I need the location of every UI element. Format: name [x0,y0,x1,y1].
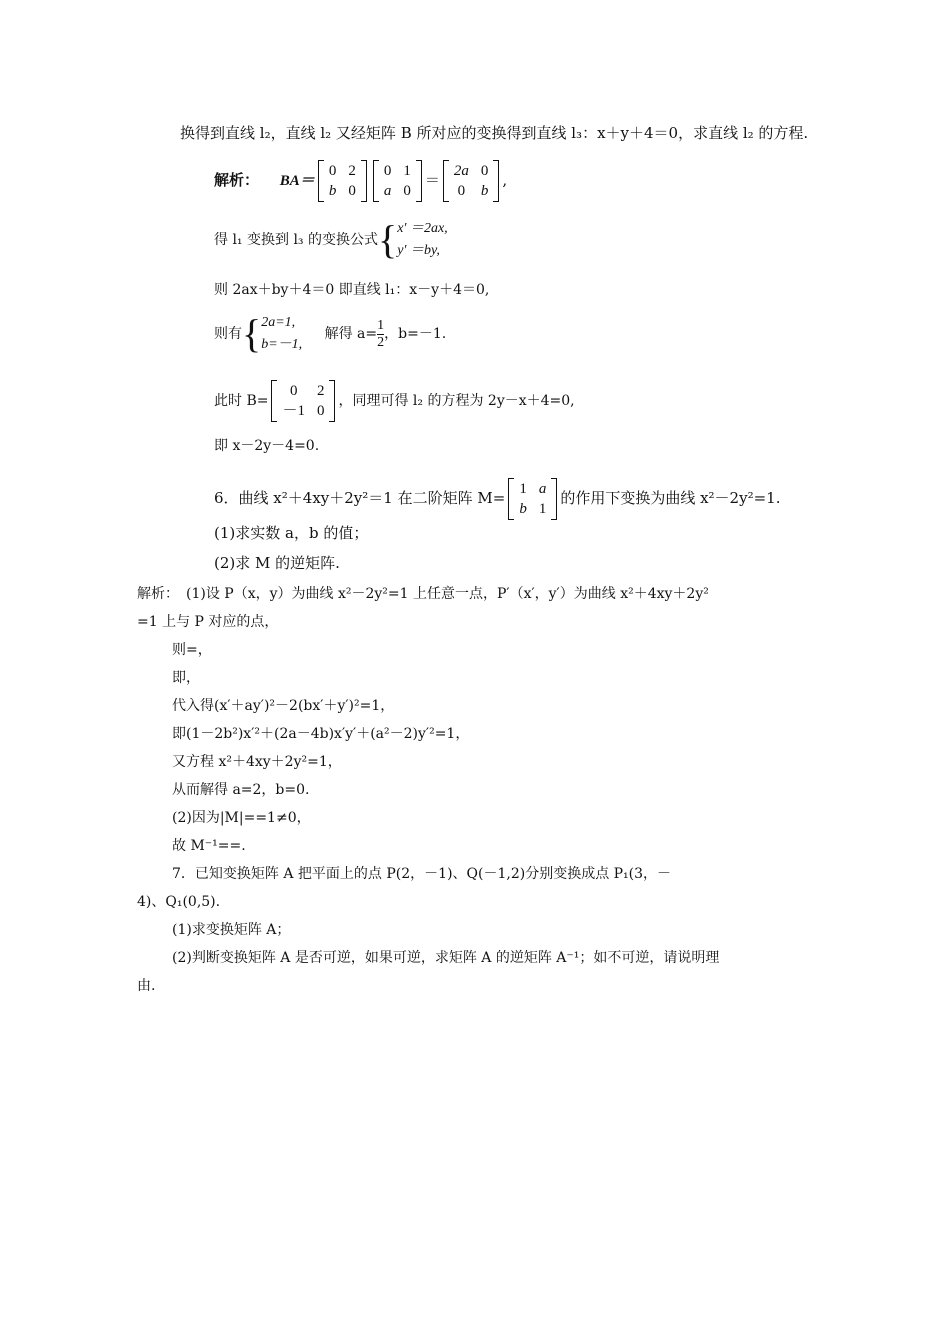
ba-lhs: BA＝ [279,173,315,189]
system-row: y′ ＝by, [397,243,440,258]
matrix-b-result [271,380,335,422]
problem7-q2: (2)判断变换矩阵 A 是否可逆，如果可逆，求矩阵 A 的逆矩阵 A⁻¹；如不可逆，请说明理 [172,950,720,966]
solution6-line9: (2)因为|M|==1≠0， [172,810,311,826]
problem7-line1: 7．已知变换矩阵 A 把平面上的点 P(2，－1)、Q(－1,2)分别变换成点 P₁(3，－ [172,866,672,882]
problem6-prefix: 6．曲线 x²＋4xy＋2y²＝1 在二阶矩阵 M= [214,489,506,507]
problem7-line2: 4)、Q₁(0,5). [137,894,221,910]
matrix-cell: 0 [383,163,392,179]
solution6-line2: =1 上与 P 对应的点， [137,614,279,630]
system-row: 2a=1, [261,315,296,330]
matrix-cell: 1 [538,501,547,517]
brace-system: { x′ ＝2ax, y′ ＝by, [377,217,448,262]
solution-label: 解析： [214,171,260,189]
solution6-line5: 代入得(x′＋ay′)²－2(bx′＋y′)²=1， [172,698,395,714]
system-row: b=－1, [261,337,303,352]
problem6-q2: (2)求 M 的逆矩阵. [214,554,340,572]
brace-system: { 2a=1, b=－1, [242,311,303,356]
answer-l2: 即 x－2y－4=0. [214,438,320,454]
matrix-cell: 2 [316,383,325,399]
problem6-q1: (1)求实数 a，b 的值； [214,524,369,542]
problem6-line [214,478,780,520]
solution6-line4: 即， [172,670,200,686]
problem5-tail: 换得到直线 l₂，直线 l₂ 又经矩阵 B 所对应的变换得到直线 l₃：x＋y＋4＝0，求直线 l₂ 的方程. [180,124,809,142]
matrix-b-label: 此时 B= [214,393,269,409]
problem6-end: 的作用下变换为曲线 x²－2y²=1. [560,489,781,507]
matrix-cell: b [328,183,337,199]
problem7-q1: (1)求变换矩阵 A； [172,922,291,938]
matrix-b-line [214,380,575,422]
matrix-cell: a [538,481,547,497]
transform-formula-line [214,218,448,262]
matrix-product [443,160,500,202]
matrix-cell: 0 [289,383,298,399]
solve-ab-end: ，b=－1. [384,326,447,342]
solution6-line7: 又方程 x²＋4xy＋2y²=1， [172,754,342,770]
solve-ab-mid: 解得 a= [324,326,378,342]
matrix-a [373,160,422,202]
matrix-cell: a [383,183,392,199]
matrix-b [318,160,367,202]
matrix-cell: 1 [403,163,411,179]
solution6-line10: 故 M⁻¹==. [172,838,246,854]
fraction-denominator: 2 [377,334,385,350]
matrix-cell: b [480,183,489,199]
matrix-cell: 1 [519,481,527,497]
line-l1: 则 2ax＋by＋4＝0 即直线 l₁：x－y＋4＝0, [214,282,490,298]
matrix-cell: －1 [282,403,305,419]
solve-ab-label: 则有 [214,326,242,342]
matrix-cell: b [519,501,527,517]
solution6-line8: 从而解得 a=2，b=0. [172,782,310,798]
matrix-cell: 0 [348,183,356,199]
matrix-m [508,478,557,520]
matrix-cell: 0 [316,403,325,419]
problem7-q2-end: 由. [137,978,156,994]
matrix-cell: 0 [457,183,466,199]
system-row: x′ ＝2ax, [397,221,448,236]
matrix-cell: 2a [453,163,469,179]
matrix-cell: 0 [480,163,489,179]
matrix-cell: 2 [348,163,356,179]
transform-formula-label: 得 l₁ 变换到 l₃ 的变换公式 [214,232,378,248]
fraction-numerator: 1 [377,317,385,333]
solution6-line3: 则=， [172,642,212,658]
solution6-line6: 即(1－2b²)x′²＋(2a－4b)x′y′＋(a²－2)y′²=1， [172,726,470,742]
matrix-b-end: ，同理可得 l₂ 的方程为 2y－x＋4=0, [338,393,575,409]
matrix-cell: 0 [328,163,337,179]
solve-ab-line [214,312,446,356]
solution6-line1: 解析： (1)设 P（x，y）为曲线 x²－2y²=1 上任意一点，P′（x′，y′）为曲线 x²＋4xy＋2y² [137,586,709,602]
solution5-ba-line: 解析： BA＝ 0 2 b 0 0 1 a 0 ＝ 2a 0 0 b , [214,160,507,202]
matrix-cell: 0 [403,183,411,199]
